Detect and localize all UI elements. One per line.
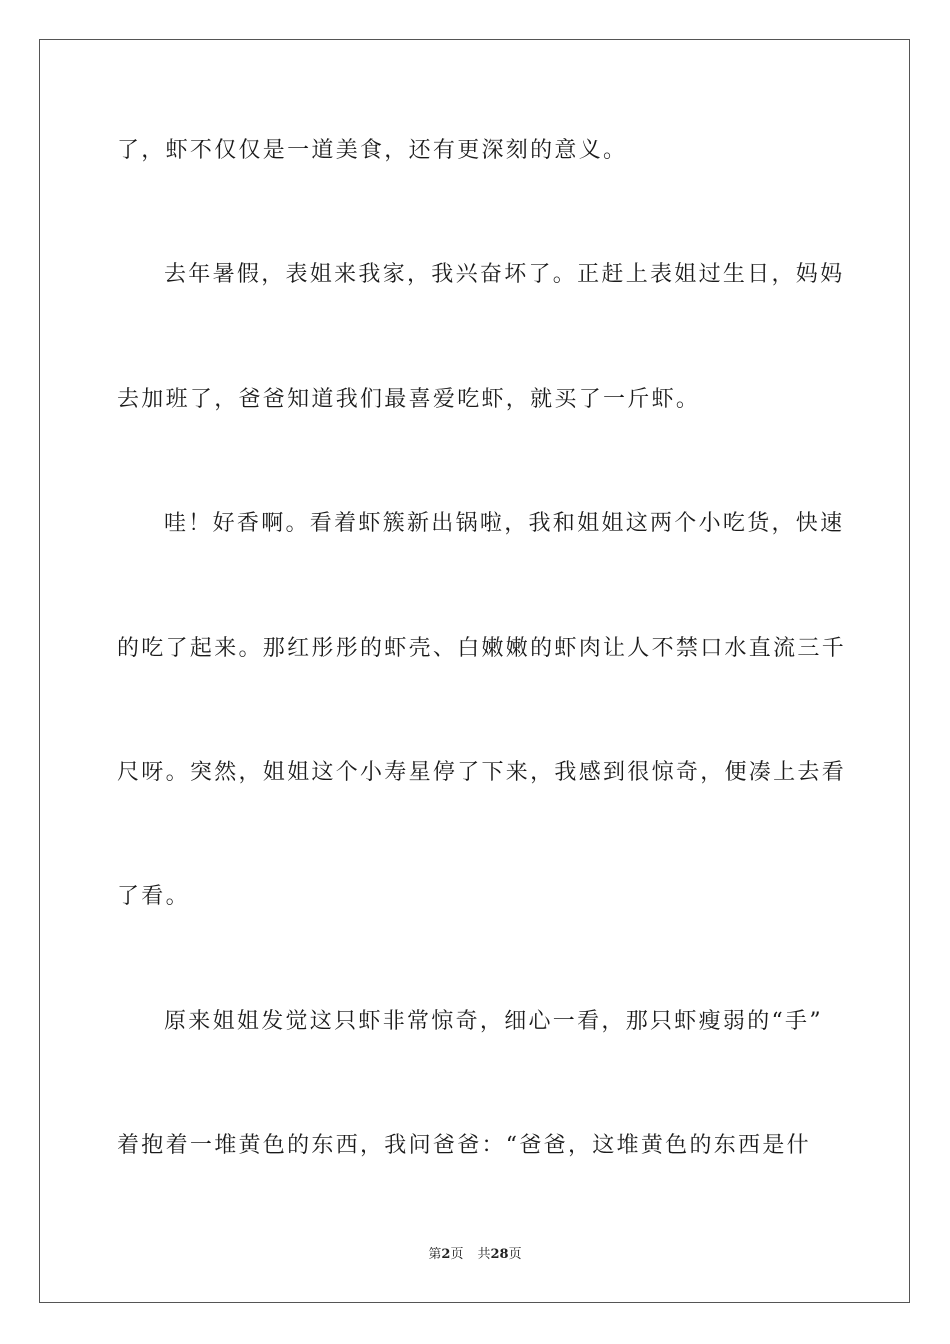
paragraph-start-line: 去年暑假，表姐来我家，我兴奋坏了。正赶上表姐过生日，妈妈 (164, 262, 845, 287)
total-pages: 28 (490, 1247, 509, 1262)
page-frame (39, 39, 910, 1303)
paragraph-start-line: 原来姐姐发觉这只虾非常惊奇，细心一看，那只虾瘦弱的“手” (164, 1009, 823, 1034)
text-line: 去加班了，爸爸知道我们最喜爱吃虾，就买了一斤虾。 (117, 387, 701, 412)
text-line: 着抱着一堆黄色的东西，我问爸爸：“爸爸，这堆黄色的东西是什 (117, 1133, 811, 1158)
text-line: 的吃了起来。那红彤彤的虾壳、白嫩嫩的虾肉让人不禁口水直流三千 (117, 636, 847, 661)
page-footer (0, 1246, 950, 1264)
text-line: 了看。 (117, 884, 190, 909)
page-prefix: 第 (428, 1247, 442, 1262)
page-suffix: 页 (450, 1247, 464, 1262)
total-prefix: 共 (477, 1247, 491, 1262)
paragraph-start-line: 哇！好香啊。看着虾簇新出锅啦，我和姐姐这两个小吃货，快速 (164, 511, 845, 536)
page-number: 2 (441, 1247, 451, 1262)
text-line: 尺呀。突然，姐姐这个小寿星停了下来，我感到很惊奇，便凑上去看 (117, 760, 847, 785)
total-suffix: 页 (508, 1247, 522, 1262)
text-line: 了，虾不仅仅是一道美食，还有更深刻的意义。 (117, 138, 628, 163)
